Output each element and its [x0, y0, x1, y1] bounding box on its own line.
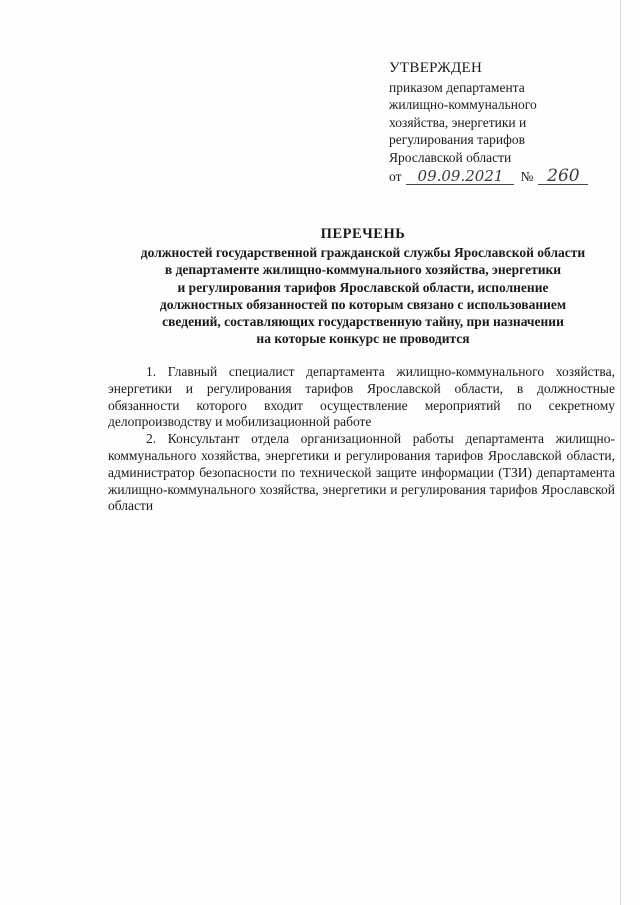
subtitle-line: и регулирования тарифов Ярославской области, исполнение [177, 279, 549, 295]
approval-line: жилищно-коммунального [389, 97, 537, 112]
list-item: 1. Главный специалист департамента жилищно-коммунального хозяйства, энергетики и регулирования тарифов Ярославской области, в должностные обязанности которого входит осуществление мероприятий по секретному делопроизводству и мобилизационной работе [108, 364, 615, 430]
subtitle-line: в департаменте жилищно-коммунального хозяйства, энергетики [164, 262, 562, 278]
approval-line: регулирования тарифов [389, 132, 526, 147]
handwritten-number: 260 [538, 168, 588, 185]
subtitle-line: должностных обязанностей по которым связано с использованием [159, 296, 567, 312]
subtitle-line: должностей государственной гражданской службы Ярославской области [140, 245, 586, 261]
document-title-block [108, 226, 618, 347]
approval-line: хозяйства, энергетики и [389, 114, 527, 130]
approval-block [389, 60, 589, 186]
date-prefix: от [389, 169, 402, 184]
approval-line: Ярославской области [389, 149, 512, 165]
document-title: ПЕРЕЧЕНЬ [320, 226, 406, 242]
order-date-number [389, 168, 589, 186]
approved-heading: УТВЕРЖДЕН [389, 60, 483, 76]
subtitle-line: на которые конкурс не проводится [256, 331, 470, 347]
number-sign: № [520, 169, 534, 184]
handwritten-date: 09.09.2021 [406, 168, 514, 185]
list-item: 2. Консультант отдела организационной работы департамента жилищно-коммунального хозяйства, энергетики и регулирования тарифов Ярославской области, администратор безопасности по технической защите информации (ТЗИ) департамента жилищно-коммунального хозяйства, энергетики и регулирования тарифов Ярославской области [108, 431, 615, 514]
subtitle-line: сведений, составляющих государственную тайну, при назначении [162, 314, 564, 330]
scan-edge-line [620, 0, 621, 905]
approval-line: приказом департамента [389, 79, 525, 95]
position-list [108, 364, 615, 515]
